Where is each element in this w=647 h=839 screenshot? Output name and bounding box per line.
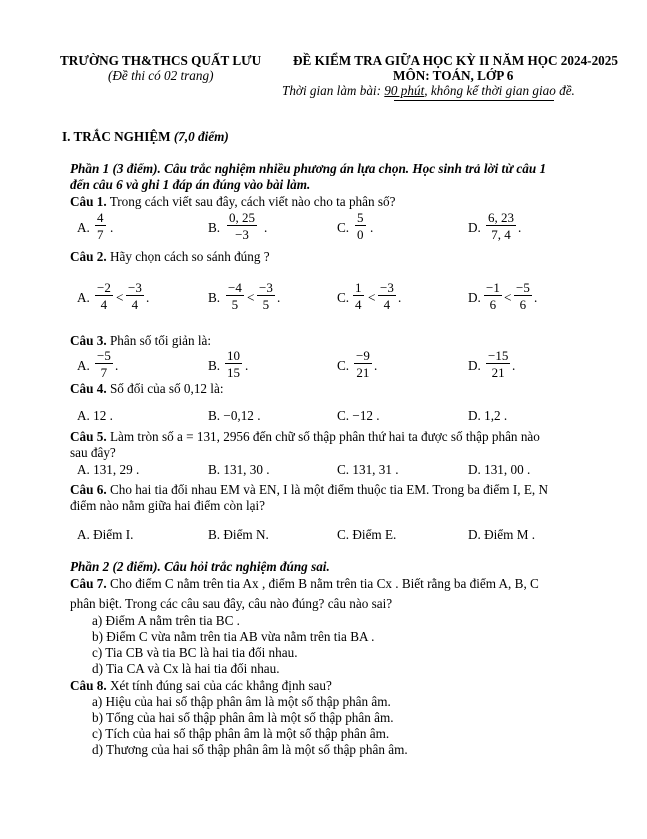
numerator: −15 — [488, 348, 509, 363]
time-line — [282, 84, 575, 97]
q8-item-d: d) Thương của hai số thập phân âm là một số thập phân âm. — [92, 742, 408, 757]
q2-option-a-letter: A. — [77, 290, 90, 305]
q8-item-a: a) Hiệu của hai số thập phân âm là một số thập phân âm. — [92, 694, 391, 709]
q5-option-d: D. 131, 00 . — [468, 462, 531, 477]
denominator: −3 — [235, 227, 249, 242]
question-text: Cho hai tia đối nhau EM và EN, I là một điểm thuộc tia EM. Trong ba điểm I, E, N — [106, 482, 548, 497]
less-than-sign: < — [504, 290, 512, 305]
q1-option-c-letter: C. — [337, 220, 350, 235]
numerator: −5 — [97, 348, 111, 363]
q1-c-dot: . — [370, 220, 374, 235]
q2-c-fraction-right — [378, 281, 396, 311]
denominator: 7 — [97, 227, 104, 242]
q8-item-b: b) Tổng của hai số thập phân âm là một số thập phân âm. — [92, 710, 394, 725]
section-points: (7,0 điểm) — [173, 129, 229, 144]
question-3 — [70, 334, 211, 347]
q1-option-b-letter: B. — [208, 220, 221, 235]
numerator: 4 — [97, 210, 104, 225]
numerator: −1 — [486, 280, 500, 295]
q3-option-b-fraction — [225, 349, 242, 379]
q1-b-dot: . — [264, 220, 268, 235]
q5-option-c: C. 131, 31 . — [337, 462, 399, 477]
denominator: 5 — [231, 297, 239, 312]
q3-d-dot: . — [512, 358, 516, 373]
time-minutes: 90 phút — [384, 83, 425, 98]
q1-option-b-fraction — [227, 211, 257, 241]
denominator: 0 — [357, 227, 364, 242]
question-8 — [70, 679, 332, 692]
question-label: Câu 1. — [70, 194, 107, 209]
q2-option-c-letter: C. — [337, 290, 350, 305]
question-6-line1 — [70, 483, 548, 496]
question-text: Làm tròn số a = 131, 2956 đến chữ số thập phân thứ hai ta được số thập phân nào — [106, 429, 540, 444]
q2-a-fraction-right — [126, 281, 144, 311]
q3-option-a-letter: A. — [77, 358, 90, 373]
q2-c-dot: . — [398, 290, 402, 305]
denominator: 5 — [262, 297, 270, 312]
exam-title: ĐỀ KIỂM TRA GIỮA HỌC KỲ II NĂM HỌC 2024-2025 — [293, 53, 618, 68]
question-text: Hãy chọn cách so sánh đúng ? — [106, 249, 270, 264]
q3-c-dot: . — [374, 358, 378, 373]
q7-item-d: d) Tia CA và Cx là hai tia đối nhau. — [92, 661, 280, 676]
question-label: Câu 3. — [70, 333, 107, 348]
denominator: 15 — [227, 365, 240, 380]
question-text: Số đối của số 0,12 là: — [106, 381, 224, 396]
q1-option-a-fraction — [95, 211, 106, 241]
q2-c-fraction-left — [353, 281, 364, 311]
q5-option-b: B. 131, 30 . — [208, 462, 270, 477]
question-label: Câu 2. — [70, 249, 107, 264]
numerator: 0, 25 — [229, 210, 255, 225]
question-1 — [70, 195, 395, 208]
numerator: 5 — [357, 210, 364, 225]
denominator: 6 — [519, 297, 527, 312]
q6-option-c: C. Điểm E. — [337, 527, 397, 542]
question-5-line1 — [70, 430, 540, 443]
part2-heading: Phần 2 (2 điểm). Câu hỏi trắc nghiệm đúng sai. — [70, 559, 330, 574]
numerator: 10 — [227, 348, 240, 363]
question-7-line1 — [70, 577, 539, 590]
section-title — [62, 130, 229, 143]
q1-d-dot: . — [518, 220, 522, 235]
part1-heading-line1: Phần 1 (3 điểm). Câu trắc nghiệm nhiều phương án lựa chọn. Học sinh trả lời từ câu 1 — [70, 161, 547, 176]
numerator: −3 — [259, 280, 273, 295]
denominator: 21 — [356, 365, 370, 380]
numerator: −9 — [356, 348, 370, 363]
q1-option-a-letter: A. — [77, 220, 90, 235]
q2-b-dot: . — [277, 290, 281, 305]
q2-d-fraction-right — [514, 281, 532, 311]
q7-item-b: b) Điểm C vừa nằm trên tia AB vừa nằm trên tia BA . — [92, 629, 375, 644]
numerator: −3 — [380, 280, 394, 295]
header-rule — [394, 100, 554, 101]
numerator: 1 — [355, 280, 362, 295]
q2-d-fraction-left — [484, 281, 502, 311]
q6-option-b: B. Điểm N. — [208, 527, 269, 542]
q1-a-dot: . — [110, 220, 114, 235]
q3-option-d-fraction — [486, 349, 510, 379]
denominator: 7, 4 — [491, 227, 511, 242]
time-prefix: Thời gian làm bài: — [282, 83, 385, 98]
q3-option-c-letter: C. — [337, 358, 350, 373]
q7-item-c: c) Tia CB và tia BC là hai tia đối nhau. — [92, 645, 298, 660]
pages-note: (Đề thi có 02 trang) — [108, 68, 214, 83]
question-label: Câu 4. — [70, 381, 107, 396]
question-text: Trong cách viết sau đây, cách viết nào cho ta phân số? — [106, 194, 396, 209]
question-label: Câu 5. — [70, 429, 107, 444]
less-than-sign: < — [116, 290, 124, 305]
q7-item-a: a) Điểm A nằm trên tia BC . — [92, 613, 240, 628]
q6-option-d: D. Điểm M . — [468, 527, 536, 542]
q2-b-fraction-left — [226, 281, 244, 311]
q2-d-dot: . — [534, 290, 538, 305]
school-name: TRƯỜNG TH&THCS QUẤT LƯU — [60, 53, 262, 68]
q2-option-b-letter: B. — [208, 290, 221, 305]
q3-option-d-letter: D. — [468, 358, 481, 373]
question-6-line2: điểm nào nằm giữa hai điểm còn lại? — [70, 498, 266, 513]
q4-option-b: B. −0,12 . — [208, 408, 261, 423]
question-text: Cho điểm C nằm trên tia Ax , điểm B nằm trên tia Cx . Biết rằng ba điểm A, B, C — [106, 576, 539, 591]
denominator: 6 — [489, 297, 497, 312]
question-5-line2: sau đây? — [70, 445, 116, 460]
q1-option-d-fraction — [486, 211, 516, 241]
q4-option-a: A. 12 . — [77, 408, 113, 423]
q4-option-d: D. 1,2 . — [468, 408, 508, 423]
question-4 — [70, 382, 224, 395]
q2-b-fraction-right — [257, 281, 275, 311]
question-text: Xét tính đúng sai của các khẳng định sau? — [106, 678, 332, 693]
denominator: 4 — [131, 297, 139, 312]
q1-option-c-fraction — [355, 211, 366, 241]
q2-a-fraction-left — [95, 281, 113, 311]
numerator: −2 — [97, 280, 111, 295]
q3-option-b-letter: B. — [208, 358, 221, 373]
numerator: −3 — [128, 280, 142, 295]
q3-a-dot: . — [115, 358, 119, 373]
q6-option-a: A. Điểm I. — [77, 527, 134, 542]
q4-option-c: C. −12 . — [337, 408, 380, 423]
denominator: 4 — [383, 297, 391, 312]
q8-item-c: c) Tích của hai số thập phân âm là một số thập phân âm. — [92, 726, 390, 741]
q1-option-d-letter: D. — [468, 220, 481, 235]
time-suffix: , không kể thời gian giao đề. — [424, 83, 575, 98]
question-label: Câu 8. — [70, 678, 107, 693]
question-7-line2: phân biệt. Trong các câu sau đây, câu nào đúng? câu nào sai? — [70, 596, 393, 611]
q3-option-a-fraction — [95, 349, 113, 379]
q3-option-c-fraction — [354, 349, 372, 379]
numerator: 6, 23 — [488, 210, 514, 225]
subject-line: MÔN: TOÁN, LỚP 6 — [393, 68, 514, 83]
denominator: 7 — [100, 365, 108, 380]
q5-option-a: A. 131, 29 . — [77, 462, 140, 477]
less-than-sign: < — [368, 290, 376, 305]
question-text: Phân số tối giản là: — [106, 333, 212, 348]
question-label: Câu 7. — [70, 576, 107, 591]
part1-heading-line2: đến câu 6 và ghi 1 đáp án đúng vào bài làm. — [70, 177, 311, 192]
denominator: 4 — [355, 297, 362, 312]
denominator: 21 — [491, 365, 505, 380]
question-2 — [70, 250, 270, 263]
denominator: 4 — [100, 297, 108, 312]
question-label: Câu 6. — [70, 482, 107, 497]
less-than-sign: < — [247, 290, 255, 305]
section-title-text: I. TRẮC NGHIỆM — [62, 129, 174, 144]
q2-a-dot: . — [146, 290, 150, 305]
q2-option-d-letter: D. — [468, 290, 481, 305]
q3-b-dot: . — [245, 358, 249, 373]
numerator: −4 — [228, 280, 242, 295]
numerator: −5 — [516, 280, 530, 295]
